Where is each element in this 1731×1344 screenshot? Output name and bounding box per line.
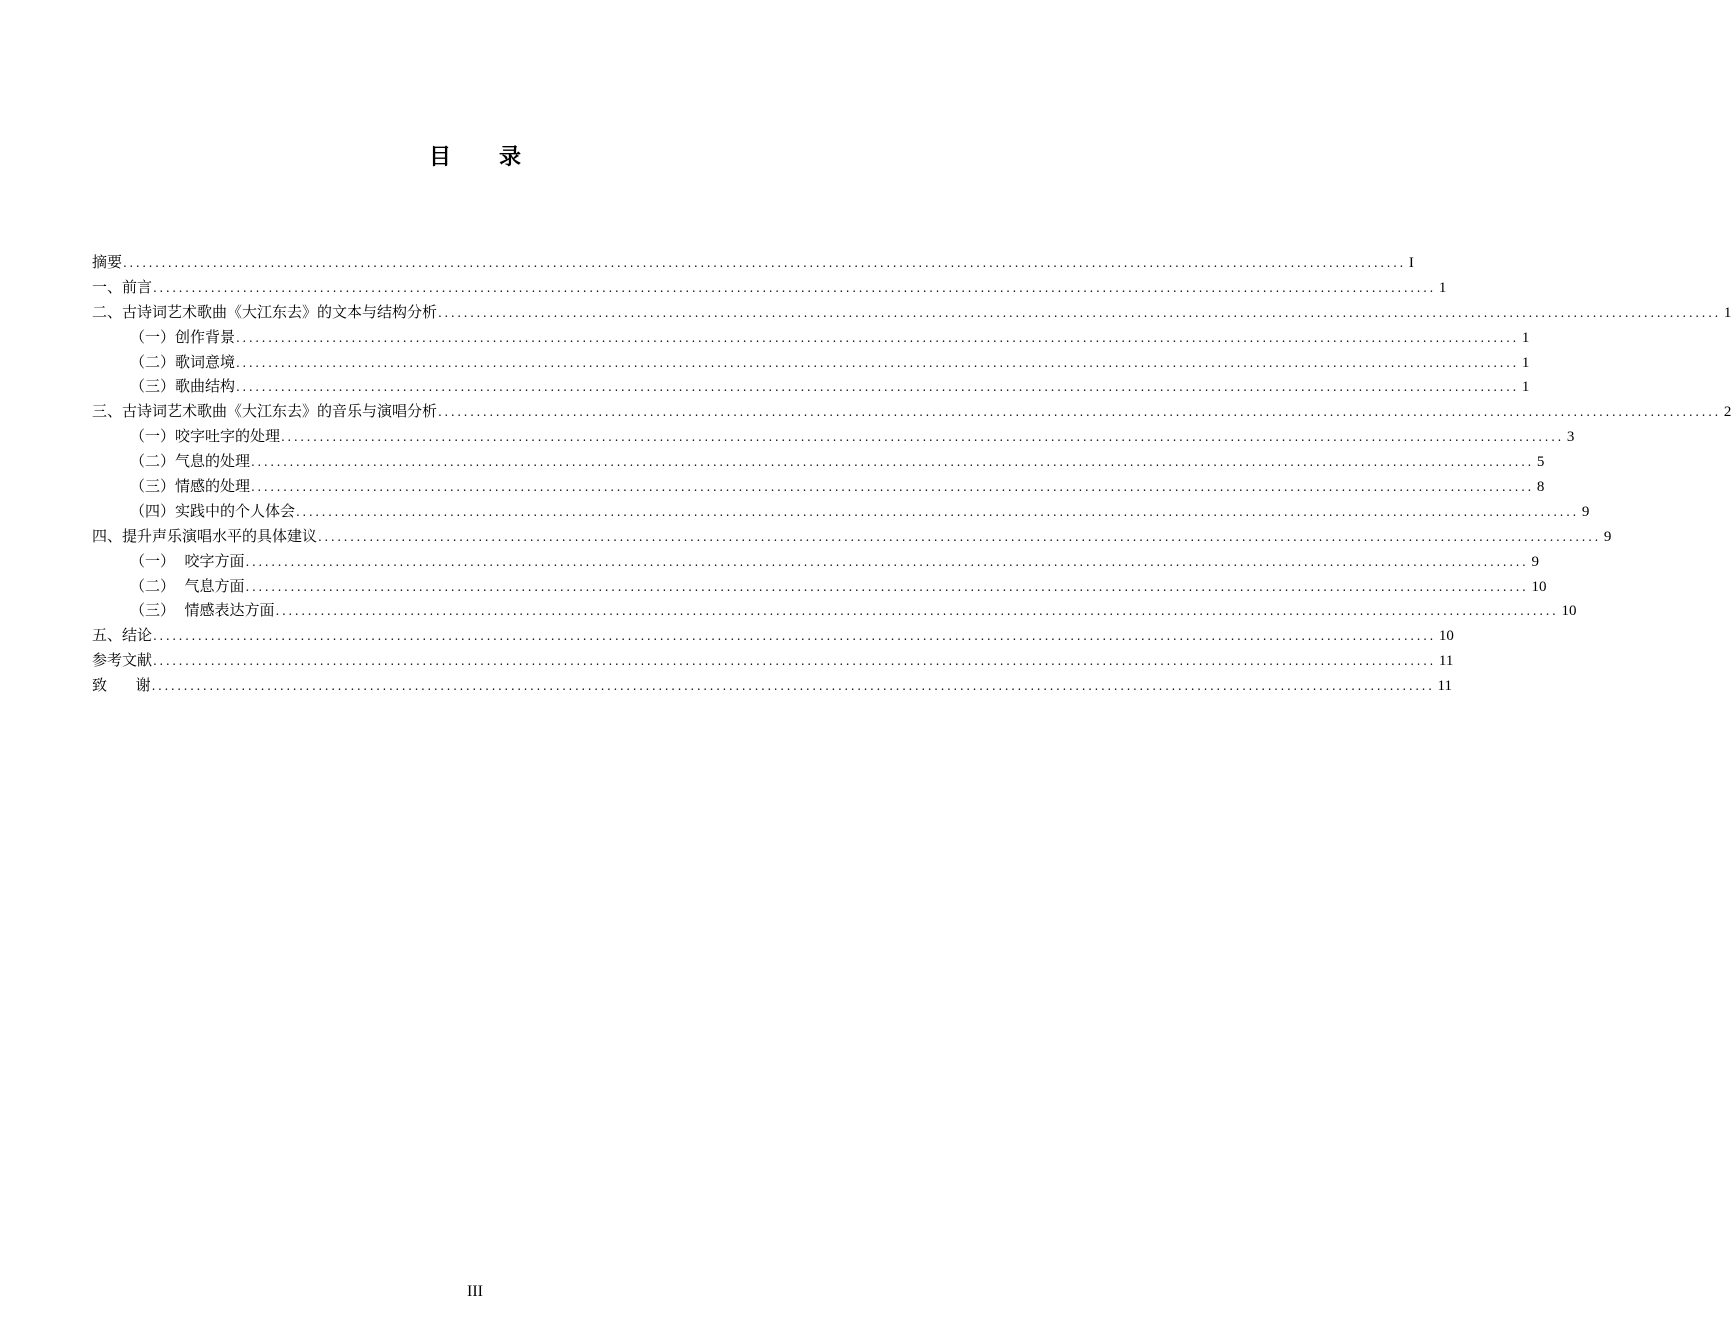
toc-entry[interactable] <box>92 598 1577 623</box>
toc-entry[interactable] <box>92 474 1545 499</box>
toc-dot-leader: ........................................................................................................................................................................................................ <box>153 280 1436 295</box>
toc-entry-title: （四）实践中的个人体会 <box>130 501 296 520</box>
toc-entry-page: 1 <box>1723 304 1731 321</box>
toc-entry-title: 一、前言 <box>92 277 153 296</box>
toc-entry-title: （一） 咬字方面 <box>130 551 245 570</box>
toc-entry-page: 11 <box>1437 678 1452 695</box>
toc-dot-leader: ........................................................................................................................................................................................................ <box>438 405 1721 420</box>
toc-dot-leader: ........................................................................................................................................................................................................ <box>251 480 1534 495</box>
page-title <box>0 140 950 171</box>
toc-entry-title: （二）歌词意境 <box>130 352 236 371</box>
toc-entry-page: I <box>1408 255 1414 271</box>
toc-dot-leader: ........................................................................................................................................................................................................ <box>123 256 1406 270</box>
toc-entry-page: 1 <box>1521 329 1530 346</box>
toc-entry[interactable] <box>92 524 1612 549</box>
table-of-contents <box>92 250 1731 698</box>
toc-entry-title: （二） 气息方面 <box>130 576 245 595</box>
toc-entry[interactable] <box>92 250 1414 275</box>
toc-entry-page: 9 <box>1531 553 1539 570</box>
toc-entry[interactable] <box>92 499 1590 524</box>
toc-entry-page: 5 <box>1536 454 1545 471</box>
toc-dot-leader: ........................................................................................................................................................................................................ <box>251 455 1534 470</box>
toc-dot-leader: ........................................................................................................................................................................................................ <box>153 629 1436 644</box>
toc-entry-page: 11 <box>1438 653 1454 670</box>
toc-entry[interactable] <box>92 399 1731 424</box>
toc-dot-leader: ........................................................................................................................................................................................................ <box>236 330 1519 345</box>
toc-entry-title: （一）咬字吐字的处理 <box>130 427 281 446</box>
title-char-1: 目 <box>428 145 451 170</box>
toc-dot-leader: ........................................................................................................................................................................................................ <box>245 554 1529 569</box>
toc-dot-leader: ........................................................................................................................................................................................................ <box>318 529 1601 544</box>
toc-entry-title: （三）歌曲结构 <box>130 377 236 396</box>
toc-entry-page: 1 <box>1438 279 1447 296</box>
toc-entry[interactable] <box>92 300 1731 325</box>
toc-entry-page: 1 <box>1521 379 1530 396</box>
toc-entry[interactable] <box>92 574 1547 599</box>
toc-entry[interactable] <box>92 673 1452 698</box>
toc-entry[interactable] <box>92 374 1530 399</box>
toc-entry-title: （三） 情感表达方面 <box>130 601 275 620</box>
toc-dot-leader: ........................................................................................................................................................................................................ <box>151 679 1435 694</box>
toc-entry[interactable] <box>92 424 1575 449</box>
toc-entry-title: 四、提升声乐演唱水平的具体建议 <box>92 526 318 545</box>
toc-dot-leader: ........................................................................................................................................................................................................ <box>153 654 1436 669</box>
toc-entry[interactable] <box>92 549 1539 574</box>
toc-entry[interactable] <box>92 623 1454 648</box>
toc-entry-title: 五、结论 <box>92 626 153 645</box>
toc-entry-page: 10 <box>1531 578 1547 595</box>
toc-entry-page: 10 <box>1561 603 1577 620</box>
toc-entry-title: 三、古诗词艺术歌曲《大江东去》的音乐与演唱分析 <box>92 402 438 421</box>
toc-entry-title: 摘要 <box>92 253 123 271</box>
toc-dot-leader: ........................................................................................................................................................................................................ <box>236 380 1519 395</box>
toc-entry[interactable] <box>92 350 1530 375</box>
toc-entry-page: 9 <box>1603 528 1612 545</box>
toc-dot-leader: ........................................................................................................................................................................................................ <box>438 305 1721 320</box>
toc-entry[interactable] <box>92 449 1545 474</box>
page-number: III <box>467 1283 483 1300</box>
toc-entry-page: 1 <box>1521 354 1530 371</box>
toc-dot-leader: ........................................................................................................................................................................................................ <box>275 604 1559 619</box>
toc-entry-title: （一）创作背景 <box>130 327 236 346</box>
toc-dot-leader: ........................................................................................................................................................................................................ <box>296 504 1579 519</box>
toc-entry-title: 二、古诗词艺术歌曲《大江东去》的文本与结构分析 <box>92 302 438 321</box>
toc-entry-title: 致 谢 <box>92 676 151 695</box>
toc-entry-page: 3 <box>1566 429 1575 446</box>
title-char-2: 录 <box>499 145 522 170</box>
toc-entry-page: 9 <box>1581 503 1590 520</box>
toc-entry-title: （二）气息的处理 <box>130 452 251 471</box>
toc-dot-leader: ........................................................................................................................................................................................................ <box>245 579 1529 594</box>
toc-dot-leader: ........................................................................................................................................................................................................ <box>236 355 1519 370</box>
toc-entry-title: （三）情感的处理 <box>130 477 251 496</box>
toc-entry-page: 2 <box>1723 404 1731 421</box>
toc-entry-page: 8 <box>1536 479 1545 496</box>
toc-dot-leader: ........................................................................................................................................................................................................ <box>281 430 1564 445</box>
toc-entry[interactable] <box>92 275 1447 300</box>
toc-entry[interactable] <box>92 648 1454 673</box>
toc-entry-title: 参考文献 <box>92 651 153 670</box>
toc-entry-page: 10 <box>1438 628 1454 645</box>
toc-entry[interactable] <box>92 325 1530 350</box>
